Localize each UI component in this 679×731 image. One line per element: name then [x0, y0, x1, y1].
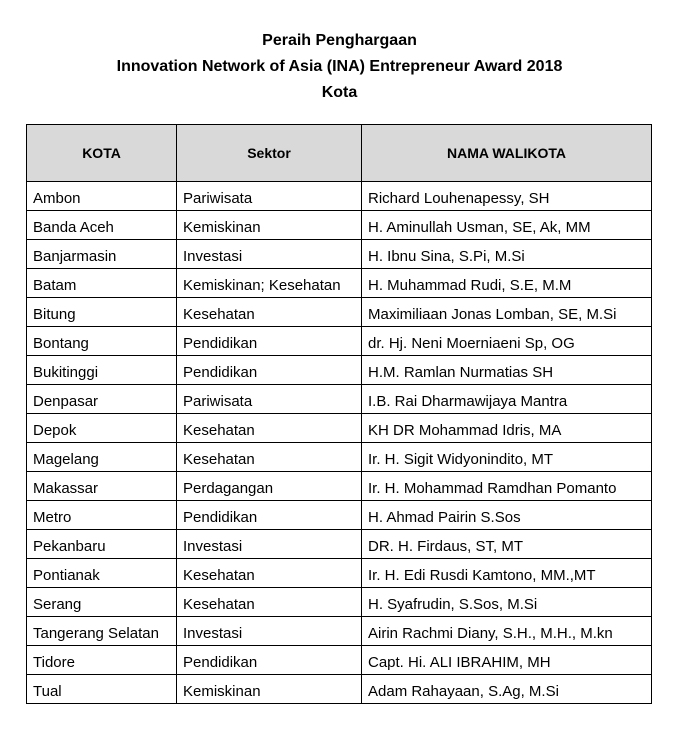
cell-kota-text: Pontianak — [33, 567, 100, 584]
cell-sektor-text: Kesehatan — [183, 567, 255, 584]
cell-nama-walikota-text: Airin Rachmi Diany, S.H., M.H., M.kn — [368, 625, 613, 642]
table-row — [27, 501, 652, 530]
cell-kota-text: Pekanbaru — [33, 538, 106, 555]
cell-nama-walikota — [362, 617, 652, 646]
cell-nama-walikota-text: Ir. H. Edi Rusdi Kamtono, MM.,MT — [368, 567, 596, 584]
table-row — [27, 443, 652, 472]
cell-sektor-text: Pendidikan — [183, 335, 258, 352]
cell-sektor — [177, 501, 362, 530]
cell-nama-walikota — [362, 443, 652, 472]
cell-nama-walikota — [362, 327, 652, 356]
cell-kota-text: Banda Aceh — [33, 219, 114, 236]
cell-nama-walikota-text: DR. H. Firdaus, ST, MT — [368, 538, 524, 555]
cell-kota — [27, 269, 177, 298]
cell-nama-walikota-text: H. Muhammad Rudi, S.E, M.M — [368, 277, 572, 294]
cell-nama-walikota-text: Ir. H. Mohammad Ramdhan Pomanto — [368, 480, 617, 497]
cell-kota — [27, 588, 177, 617]
header-nama-walikota: NAMA WALIKOTA — [362, 125, 652, 182]
cell-kota-text: Serang — [33, 596, 82, 613]
cell-sektor-text: Kesehatan — [183, 306, 255, 323]
title-line-2: Innovation Network of Asia (INA) Entrepreneur Award 2018 — [116, 58, 563, 75]
cell-sektor — [177, 675, 362, 704]
cell-nama-walikota-text: KH DR Mohammad Idris, MA — [368, 422, 562, 439]
cell-sektor-text: Kesehatan — [183, 451, 255, 468]
table-row — [27, 617, 652, 646]
cell-kota — [27, 182, 177, 211]
cell-sektor-text: Pariwisata — [183, 190, 253, 207]
cell-kota — [27, 327, 177, 356]
cell-kota-text: Tangerang Selatan — [33, 625, 159, 642]
header-kota: KOTA — [27, 125, 177, 182]
cell-sektor-text: Kesehatan — [183, 596, 255, 613]
cell-sektor-text: Pariwisata — [183, 393, 253, 410]
table-row — [27, 588, 652, 617]
table-row — [27, 298, 652, 327]
cell-kota — [27, 240, 177, 269]
cell-nama-walikota — [362, 675, 652, 704]
cell-nama-walikota — [362, 530, 652, 559]
cell-nama-walikota — [362, 646, 652, 675]
cell-nama-walikota-text: H. Ibnu Sina, S.Pi, M.Si — [368, 248, 525, 265]
table-row — [27, 414, 652, 443]
table-body — [27, 182, 652, 704]
cell-sektor — [177, 385, 362, 414]
awards-table — [26, 124, 652, 704]
cell-nama-walikota-text: Ir. H. Sigit Widyonindito, MT — [368, 451, 554, 468]
cell-kota-text: Denpasar — [33, 393, 99, 410]
cell-nama-walikota — [362, 269, 652, 298]
document-title — [0, 28, 679, 106]
cell-nama-walikota — [362, 298, 652, 327]
cell-sektor-text: Kemiskinan — [183, 219, 261, 236]
cell-nama-walikota — [362, 240, 652, 269]
table-row — [27, 530, 652, 559]
cell-nama-walikota — [362, 559, 652, 588]
cell-sektor-text: Pendidikan — [183, 509, 258, 526]
cell-kota-text: Magelang — [33, 451, 99, 468]
cell-nama-walikota-text: Maximiliaan Jonas Lomban, SE, M.Si — [368, 306, 617, 323]
cell-sektor-text: Pendidikan — [183, 654, 258, 671]
cell-sektor-text: Perdagangan — [183, 480, 274, 497]
cell-sektor — [177, 530, 362, 559]
cell-sektor-text: Kemiskinan; Kesehatan — [183, 277, 341, 294]
cell-kota — [27, 559, 177, 588]
cell-kota-text: Bitung — [33, 306, 76, 323]
table-row — [27, 356, 652, 385]
cell-kota-text: Bontang — [33, 335, 89, 352]
cell-nama-walikota — [362, 385, 652, 414]
cell-nama-walikota — [362, 414, 652, 443]
cell-nama-walikota — [362, 356, 652, 385]
cell-kota — [27, 356, 177, 385]
cell-nama-walikota-text: H. Ahmad Pairin S.Sos — [368, 509, 521, 526]
table-row — [27, 211, 652, 240]
title-line-3: Kota — [321, 84, 358, 101]
cell-kota-text: Batam — [33, 277, 77, 294]
cell-nama-walikota-text: Richard Louhenapessy, SH — [368, 190, 550, 207]
cell-kota — [27, 617, 177, 646]
table-header-row — [27, 125, 652, 182]
cell-nama-walikota-text: Capt. Hi. ALI IBRAHIM, MH — [368, 654, 551, 671]
cell-sektor — [177, 211, 362, 240]
cell-sektor-text: Kesehatan — [183, 422, 255, 439]
cell-nama-walikota — [362, 472, 652, 501]
cell-sektor — [177, 472, 362, 501]
cell-kota-text: Makassar — [33, 480, 99, 497]
cell-sektor — [177, 646, 362, 675]
cell-kota-text: Ambon — [33, 190, 81, 207]
cell-sektor-text: Investasi — [183, 625, 243, 642]
cell-kota — [27, 472, 177, 501]
table-row — [27, 559, 652, 588]
cell-nama-walikota — [362, 211, 652, 240]
cell-sektor — [177, 588, 362, 617]
cell-sektor-text: Kemiskinan — [183, 683, 261, 700]
cell-kota — [27, 501, 177, 530]
cell-sektor-text: Pendidikan — [183, 364, 258, 381]
cell-sektor — [177, 414, 362, 443]
cell-sektor-text: Investasi — [183, 538, 243, 555]
title-line-1: Peraih Penghargaan — [262, 32, 417, 49]
cell-nama-walikota-text: H. Syafrudin, S.Sos, M.Si — [368, 596, 538, 613]
cell-nama-walikota — [362, 588, 652, 617]
cell-kota — [27, 675, 177, 704]
table-row — [27, 182, 652, 211]
cell-sektor — [177, 298, 362, 327]
cell-nama-walikota-text: dr. Hj. Neni Moerniaeni Sp, OG — [368, 335, 575, 352]
cell-kota-text: Banjarmasin — [33, 248, 117, 265]
cell-kota — [27, 385, 177, 414]
cell-sektor — [177, 356, 362, 385]
cell-sektor-text: Investasi — [183, 248, 243, 265]
cell-sektor — [177, 240, 362, 269]
table-row — [27, 646, 652, 675]
cell-kota-text: Tidore — [33, 654, 75, 671]
cell-nama-walikota — [362, 501, 652, 530]
cell-kota — [27, 530, 177, 559]
cell-kota — [27, 646, 177, 675]
cell-kota — [27, 211, 177, 240]
cell-sektor — [177, 443, 362, 472]
cell-sektor — [177, 269, 362, 298]
cell-kota-text: Metro — [33, 509, 72, 526]
header-sektor: Sektor — [177, 125, 362, 182]
table-row — [27, 675, 652, 704]
cell-nama-walikota-text: H. Aminullah Usman, SE, Ak, MM — [368, 219, 591, 236]
cell-nama-walikota-text: H.M. Ramlan Nurmatias SH — [368, 364, 554, 381]
cell-nama-walikota-text: I.B. Rai Dharmawijaya Mantra — [368, 393, 568, 410]
cell-sektor — [177, 559, 362, 588]
table-row — [27, 385, 652, 414]
cell-kota — [27, 414, 177, 443]
cell-kota-text: Tual — [33, 683, 62, 700]
table-row — [27, 472, 652, 501]
cell-nama-walikota — [362, 182, 652, 211]
table-row — [27, 269, 652, 298]
table-row — [27, 327, 652, 356]
cell-sektor — [177, 617, 362, 646]
cell-sektor — [177, 327, 362, 356]
cell-kota-text: Depok — [33, 422, 77, 439]
cell-kota — [27, 443, 177, 472]
table-row — [27, 240, 652, 269]
cell-sektor — [177, 182, 362, 211]
cell-nama-walikota-text: Adam Rahayaan, S.Ag, M.Si — [368, 683, 559, 700]
cell-kota-text: Bukitinggi — [33, 364, 99, 381]
cell-kota — [27, 298, 177, 327]
